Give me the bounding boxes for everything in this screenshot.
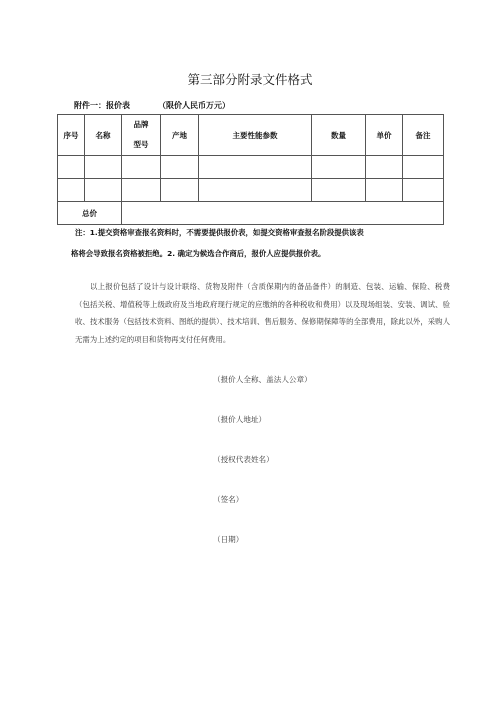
pricing-scope-paragraph: 以上报价包括了设计与设计联络、货物及附件（含质保期内的备品备件）的制造、包装、运输、保险、税费（包括关税、增值税等上级政府及当地政府现行规定的应缴纳的各种税收和费用）以及现场组装、安装、调试、验收、技术服务（包括技术资料、图纸的提供）、技术培训、售后服务、保修期保障等的全部费用，除此以外，采购人无需为上述约定的项目和货物再支付任何费用。	[75, 282, 450, 344]
header-unit-price: 单价	[366, 115, 403, 156]
quote-table	[57, 114, 444, 225]
header-qty: 数量	[312, 115, 366, 156]
document-title: 第三部分附录文件格式	[187, 72, 313, 87]
table-cell	[312, 179, 366, 202]
header-name: 名称	[85, 115, 122, 156]
signature-representative: （授权代表姓名）	[213, 455, 274, 464]
table-header-row	[58, 115, 444, 156]
header-brand-model	[122, 115, 161, 156]
total-label: 总价	[58, 202, 122, 225]
header-seq: 序号	[58, 115, 85, 156]
header-remark: 备注	[403, 115, 444, 156]
table-row	[58, 156, 444, 179]
table-cell	[161, 179, 199, 202]
signature-company: （报价人全称、盖法人公章）	[213, 375, 312, 384]
table-cell	[312, 156, 366, 179]
signature-date: （日期）	[213, 535, 244, 544]
table-row	[58, 179, 444, 202]
attachment-heading	[74, 100, 230, 111]
table-cell	[85, 179, 122, 202]
table-cell	[403, 179, 444, 202]
table-cell	[122, 156, 161, 179]
table-cell	[199, 179, 312, 202]
header-origin: 产地	[161, 115, 199, 156]
table-cell	[366, 179, 403, 202]
table-cell	[199, 156, 312, 179]
table-cell	[366, 156, 403, 179]
table-cell	[403, 156, 444, 179]
header-brand: 品牌	[133, 120, 149, 129]
currency-note: （限价人民币万元）	[158, 101, 230, 110]
table-cell	[58, 179, 85, 202]
signature-address: （报价人地址）	[213, 415, 267, 424]
attachment-label: 附件一：报价表	[74, 101, 130, 110]
table-cell	[161, 156, 199, 179]
note-line-1: 注：1.提交资格审查报名资料时，不需要提供报价表，如提交资格审查报名阶段提供该表	[75, 228, 364, 237]
header-model: 型号	[133, 140, 149, 149]
signature-sign: （签名）	[213, 495, 244, 504]
table-cell	[58, 156, 85, 179]
header-params: 主要性能参数	[199, 115, 312, 156]
table-cell	[85, 156, 122, 179]
note-block	[71, 222, 435, 264]
table-cell	[122, 179, 161, 202]
note-line-2: 格将会导致报名资格被拒绝。2. 确定为候选合作商后，报价人应提供报价表。	[71, 249, 326, 258]
